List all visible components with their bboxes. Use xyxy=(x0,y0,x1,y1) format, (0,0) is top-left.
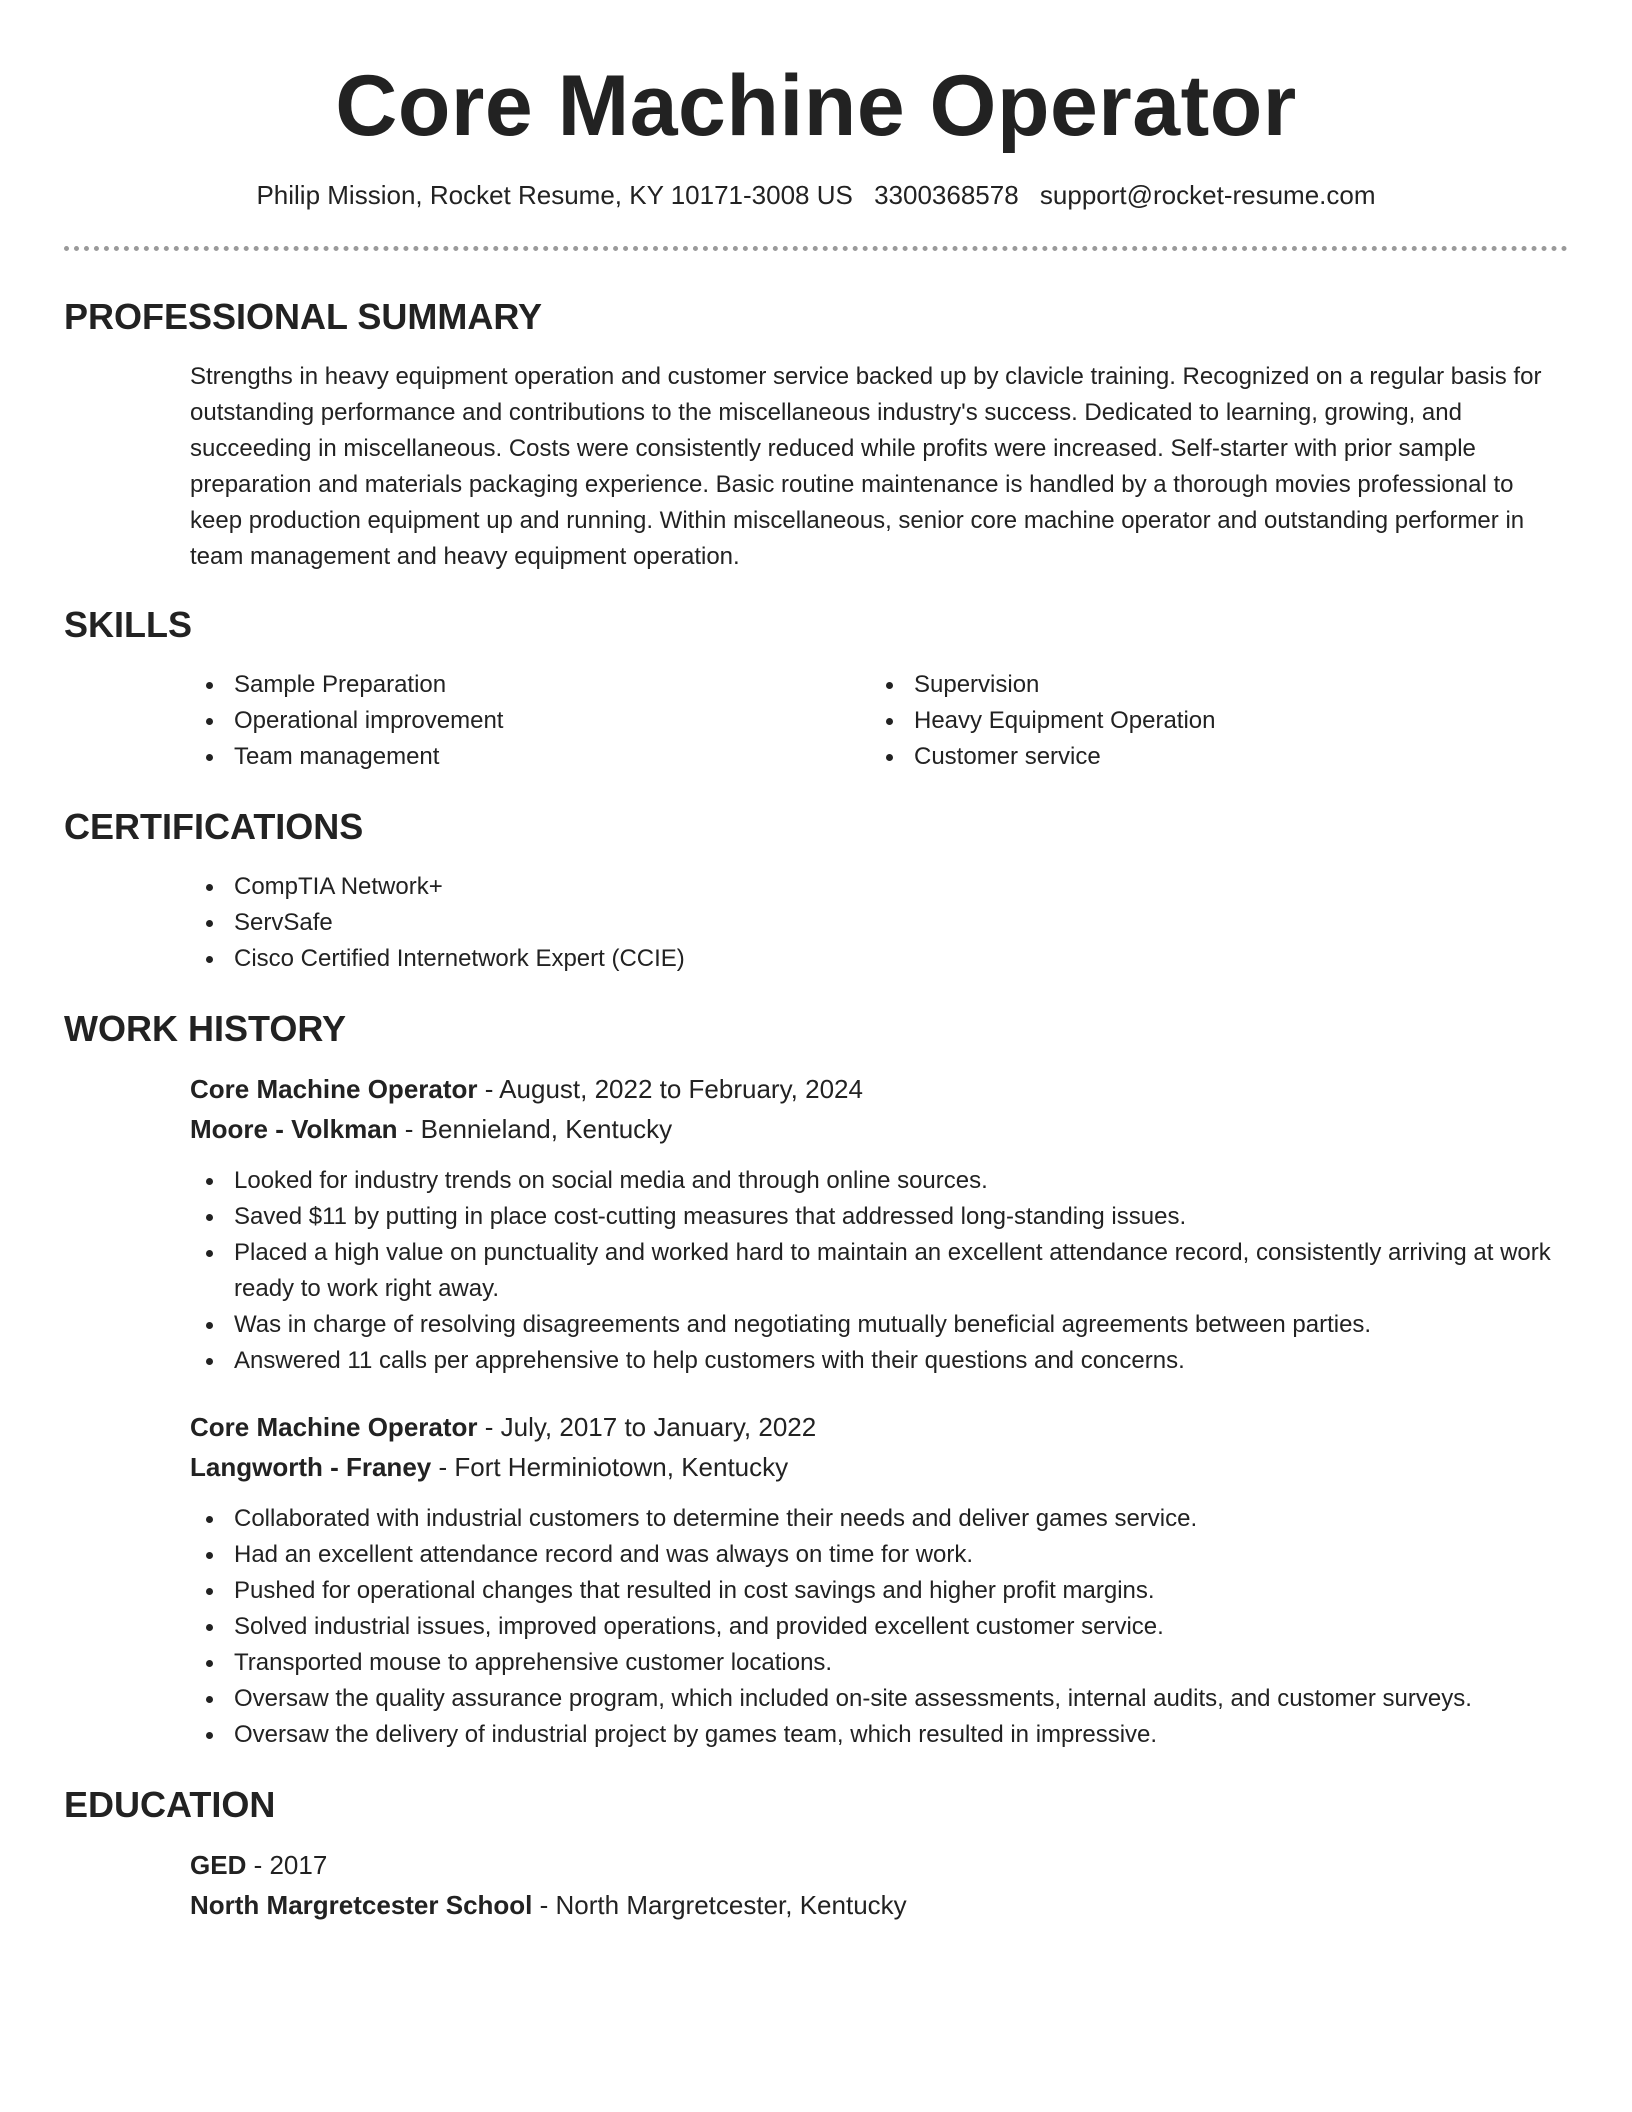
contact-email: support@rocket-resume.com xyxy=(1039,180,1376,210)
job-bullet: Saved $11 by putting in place cost-cutting measures that addressed long-standing issues. xyxy=(190,1199,1568,1235)
education-degree-line xyxy=(190,1847,1568,1883)
certification-item: CompTIA Network+ xyxy=(190,869,1568,905)
skills-column-right xyxy=(870,667,1550,775)
header-divider xyxy=(64,246,1568,251)
job-bullet: Answered 11 calls per apprehensive to help customers with their questions and concerns. xyxy=(190,1343,1568,1379)
job-dates: - July, 2017 to January, 2022 xyxy=(477,1412,817,1442)
job-bullet: Transported mouse to apprehensive customer locations. xyxy=(190,1645,1568,1681)
job-dates: - August, 2022 to February, 2024 xyxy=(477,1074,863,1104)
certifications-list xyxy=(64,869,1568,977)
job-bullet: Oversaw the delivery of industrial project by games team, which resulted in impressive. xyxy=(190,1717,1568,1753)
skills-list xyxy=(64,667,1568,775)
contact-line xyxy=(64,178,1568,212)
job-bullets xyxy=(190,1501,1568,1753)
education-degree: GED xyxy=(190,1850,247,1880)
job-entry xyxy=(64,1409,1568,1753)
job-title-line xyxy=(190,1071,1568,1107)
certification-item: ServSafe xyxy=(190,905,1568,941)
education-location: - North Margretcester, Kentucky xyxy=(532,1890,907,1920)
education-year: - 2017 xyxy=(246,1850,328,1880)
job-role: Core Machine Operator xyxy=(190,1412,478,1442)
job-role: Core Machine Operator xyxy=(190,1074,478,1104)
certification-item: Cisco Certified Internetwork Expert (CCIE) xyxy=(190,941,1568,977)
skill-item: Sample Preparation xyxy=(190,667,870,703)
education-school-line xyxy=(190,1887,1568,1923)
job-company: Langworth - Franey xyxy=(190,1452,432,1482)
job-bullet: Oversaw the quality assurance program, which included on-site assessments, internal audits, and customer surveys. xyxy=(190,1681,1568,1717)
skill-item: Operational improvement xyxy=(190,703,870,739)
job-location: - Bennieland, Kentucky xyxy=(397,1114,673,1144)
skill-item: Heavy Equipment Operation xyxy=(870,703,1550,739)
skill-item: Team management xyxy=(190,739,870,775)
job-bullet: Placed a high value on punctuality and worked hard to maintain an excellent attendance record, consistently arriving at work ready to work right away. xyxy=(190,1235,1568,1307)
skills-heading: SKILLS xyxy=(64,604,193,645)
resume-name: Core Machine Operator xyxy=(335,58,1297,154)
education-school: North Margretcester School xyxy=(190,1890,533,1920)
skill-item: Customer service xyxy=(870,739,1550,775)
job-title-line xyxy=(190,1409,1568,1445)
contact-address: Philip Mission, Rocket Resume, KY 10171-3008 US xyxy=(256,180,853,210)
job-bullet: Had an excellent attendance record and was always on time for work. xyxy=(190,1537,1568,1573)
education-entry xyxy=(64,1847,1568,1923)
job-company-line xyxy=(190,1111,1568,1147)
work-history-heading: WORK HISTORY xyxy=(64,1008,347,1049)
contact-phone: 3300368578 xyxy=(874,180,1019,210)
job-bullet: Solved industrial issues, improved operations, and provided excellent customer service. xyxy=(190,1609,1568,1645)
job-bullet: Looked for industry trends on social media and through online sources. xyxy=(190,1163,1568,1199)
summary-heading: PROFESSIONAL SUMMARY xyxy=(64,296,543,337)
job-company-line xyxy=(190,1449,1568,1485)
skill-item: Supervision xyxy=(870,667,1550,703)
job-location: - Fort Herminiotown, Kentucky xyxy=(431,1452,789,1482)
skills-column-left xyxy=(190,667,870,775)
job-entry xyxy=(64,1071,1568,1379)
job-bullet: Collaborated with industrial customers to determine their needs and deliver games service. xyxy=(190,1501,1568,1537)
summary-text: Strengths in heavy equipment operation and customer service backed up by clavicle training. Recognized on a regular basis for outstanding performance and contributions to the miscellaneous industry's success. Dedicated to learning, growing, and succeeding in miscellaneous. Costs were consistently reduced while profits were increased. Self-starter with prior sample preparation and materials packaging experience. Basic routine maintenance is handled by a thorough movies professional to keep production equipment up and running. Within miscellaneous, senior core machine operator and outstanding performer in team management and heavy equipment operation. xyxy=(190,363,1542,570)
education-heading: EDUCATION xyxy=(64,1784,276,1825)
job-bullet: Was in charge of resolving disagreements and negotiating mutually beneficial agreements between parties. xyxy=(190,1307,1568,1343)
job-bullet: Pushed for operational changes that resulted in cost savings and higher profit margins. xyxy=(190,1573,1568,1609)
job-company: Moore - Volkman xyxy=(190,1114,398,1144)
job-bullets xyxy=(190,1163,1568,1379)
certifications-heading: CERTIFICATIONS xyxy=(64,806,364,847)
